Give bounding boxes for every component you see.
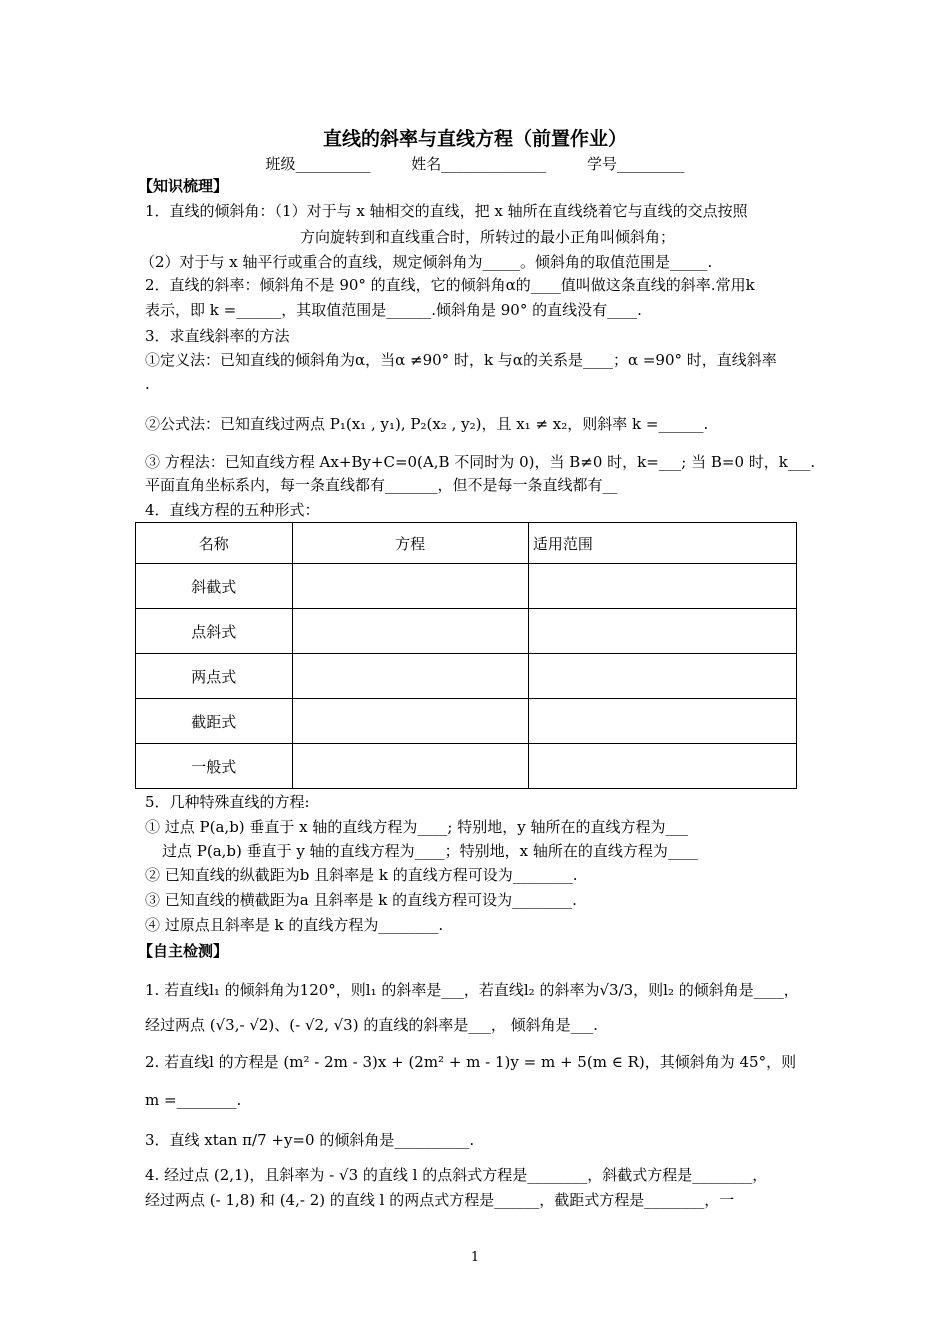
text-line: 经过两点 (- 1,8) 和 (4,- 2) 的直线 l 的两点式方程是______，截距式方程是________，一 — [145, 1191, 735, 1209]
table-header-row — [136, 523, 797, 564]
text-line: 3．直线 xtan π/7 +y=0 的倾斜角是__________. — [145, 1131, 475, 1149]
table-cell-equation — [292, 654, 528, 699]
text-line: ③ 已知直线的横截距为a 且斜率是 k 的直线方程可设为________. — [145, 891, 577, 909]
page-number: 1 — [470, 1250, 480, 1265]
text-line: ④ 过原点且斜率是 k 的直线方程为________. — [145, 916, 444, 934]
table-cell-name: 截距式 — [136, 699, 293, 744]
table-row — [136, 699, 797, 744]
section-heading-selfcheck: 【自主检测】 — [138, 942, 229, 960]
table-cell-name: 斜截式 — [136, 564, 293, 609]
table-cell-range — [528, 609, 796, 654]
text-line: 2．直线的斜率：倾斜角不是 90° 的直线，它的倾斜角α的____值叫做这条直线的斜率.常用k — [145, 276, 755, 294]
text-line: 平面直角坐标系内，每一条直线都有_______，但不是每一条直线都有__ — [145, 476, 618, 494]
section-heading-knowledge: 【知识梳理】 — [138, 177, 229, 195]
table-cell-equation — [292, 564, 528, 609]
text-line: ②公式法：已知直线过两点 P₁(x₁ , y₁), P₂(x₂ , y₂)，且 x₁ ≠ x₂，则斜率 k =______. — [145, 415, 709, 433]
table-cell-equation — [292, 744, 528, 789]
text-line: m =________. — [145, 1091, 242, 1109]
table-cell-range — [528, 699, 796, 744]
text-line: 4．直线方程的五种形式： — [145, 501, 320, 519]
table-cell-range — [528, 564, 796, 609]
name-field: 姓名______________ — [411, 155, 547, 173]
text-line: 方向旋转到和直线重合时，所转过的最小正角叫倾斜角； — [300, 228, 676, 246]
table-cell-name: 一般式 — [136, 744, 293, 789]
table-cell-equation — [292, 699, 528, 744]
student-info — [0, 153, 950, 174]
text-line: （2）对于与 x 轴平行或重合的直线，规定倾斜角为_____。倾斜角的取值范围是_____. — [140, 253, 713, 271]
class-field: 班级__________ — [265, 155, 371, 173]
table-cell-range — [528, 744, 796, 789]
table-header-cell: 适用范围 — [528, 523, 796, 564]
table-row — [136, 609, 797, 654]
page-title: 直线的斜率与直线方程（前置作业） — [322, 128, 627, 150]
text-line: 3．求直线斜率的方法 — [145, 327, 290, 345]
text-line: 1．直线的倾斜角：（1）对于与 x 轴相交的直线，把 x 轴所在直线绕着它与直线的交点按照 — [145, 202, 748, 220]
table-row — [136, 654, 797, 699]
table-cell-name: 两点式 — [136, 654, 293, 699]
table-header-cell: 名称 — [136, 523, 293, 564]
number-field: 学号_________ — [587, 155, 685, 173]
table-cell-equation — [292, 609, 528, 654]
table-row — [136, 564, 797, 609]
table-cell-name: 点斜式 — [136, 609, 293, 654]
text-line: ① 过点 P(a,b) 垂直于 x 轴的直线方程为____; 特别地，y 轴所在的直线方程为___ — [145, 818, 688, 836]
text-line: ② 已知直线的纵截距为b 且斜率是 k 的直线方程可设为________. — [145, 866, 578, 884]
text-line: . — [145, 375, 150, 393]
text-line: ①定义法：已知直线的倾斜角为α，当α ≠90° 时，k 与α的关系是____；α =90° 时，直线斜率 — [145, 351, 777, 369]
text-line: ③ 方程法：已知直线方程 Ax+By+C=0(A,B 不同时为 0)，当 B≠0 时，k=___; 当 B=0 时，k___. — [145, 453, 816, 471]
text-line: 过点 P(a,b) 垂直于 y 轴的直线方程为____；特别地，x 轴所在的直线方程为____ — [162, 842, 698, 860]
table-row — [136, 744, 797, 789]
text-line: 2. 若直线l 的方程是 (m² - 2m - 3)x + (2m² + m - 1)y = m + 5(m ∈ R)，其倾斜角为 45°，则 — [145, 1053, 797, 1071]
text-line: 4. 经过点 (2,1)，且斜率为 - √3 的直线 l 的点斜式方程是________，斜截式方程是________， — [145, 1166, 768, 1184]
table-cell-range — [528, 654, 796, 699]
table-header-cell: 方程 — [292, 523, 528, 564]
equation-forms-table — [135, 522, 797, 789]
text-line: 5．几种特殊直线的方程: — [145, 793, 310, 811]
text-line: 1. 若直线l₁ 的倾斜角为120°，则l₁ 的斜率是___，若直线l₂ 的斜率为√3/3，则l₂ 的倾斜角是____， — [145, 981, 799, 999]
text-line: 经过两点 (√3,- √2)、(- √2, √3) 的直线的斜率是___， 倾斜角是___. — [145, 1016, 598, 1034]
text-line: 表示，即 k =______，其取值范围是______.倾斜角是 90° 的直线没有____. — [145, 301, 642, 319]
